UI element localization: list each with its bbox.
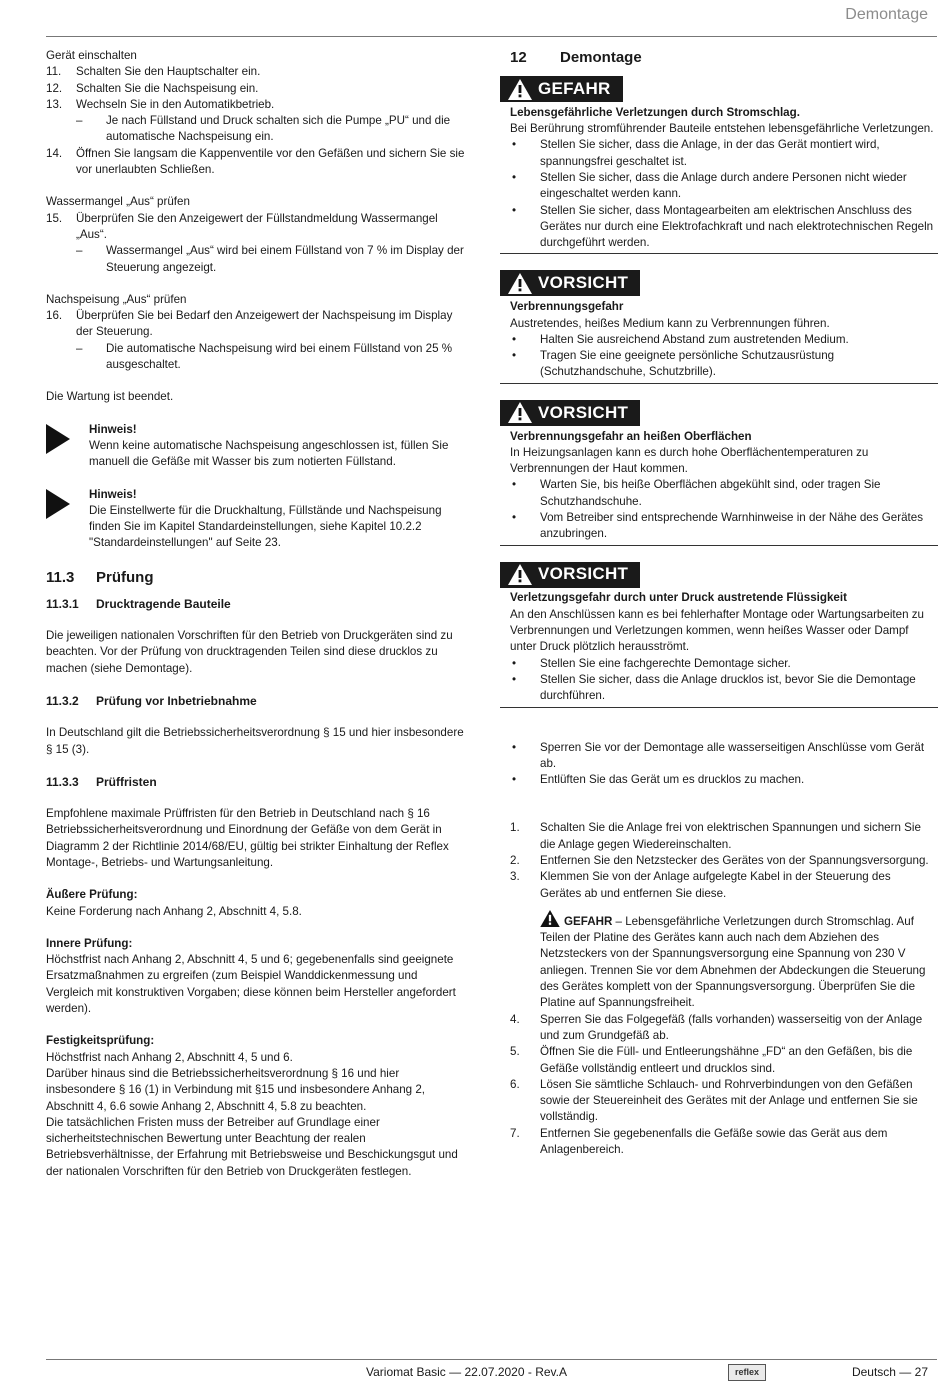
list-item: 7. Entfernen Sie gegebenenfalls die Gefäße sowie das Gerät aus dem Anlagenbereich. <box>510 1126 888 1157</box>
test-title: Innere Prüfung: <box>46 936 133 950</box>
warning-title: Verbrennungsgefahr an heißen Oberflächen <box>510 429 752 443</box>
list-item: 5. Öffnen Sie die Füll- und Entleerungshähne „FD“ an den Gefäßen, bis die Gefäße vollständig entleert und drucklos sind. <box>510 1045 913 1075</box>
warning-text: In Heizungsanlagen kann es durch hohe Oberflächentemperaturen zu Verbrennungen der Haut kommen. <box>510 445 869 476</box>
paragraph: Empfohlene maximale Prüffristen für den Betrieb in Deutschland nach § 16 Betriebssicherheitsverordnung und Einordnung der Gefäße von dem Gerät in Diagramm 2 der Richtlinie 2014/68/EU, gültig bei strikter Einhaltung der Reflex Montage-, Betriebs- und Wartungsanleitung. <box>46 807 449 869</box>
list-item: 14. Öffnen Sie langsam die Kappenventile vor den Gefäßen und sichern Sie sie vor unerlaubten Schließen. <box>46 146 465 177</box>
page-header-title: Demontage <box>845 6 928 23</box>
danger-badge: GEFAHR <box>500 76 623 102</box>
warning-triangle-icon <box>540 910 560 927</box>
intro-label: Gerät einschalten <box>46 49 137 62</box>
left-column <box>46 48 466 1180</box>
list-item: • Warten Sie, bis heiße Oberflächen abgekühlt sind, oder tragen Sie Schutzhandschuhe. <box>512 478 881 508</box>
list-item: 12. Schalten Sie die Nachspeisung ein. <box>46 81 259 95</box>
play-arrow-icon <box>46 487 89 552</box>
footer-divider <box>46 1359 937 1360</box>
section-heading: 11.3 Prüfung <box>46 568 154 586</box>
play-arrow-icon <box>46 422 89 471</box>
warning-text: Bei Berührung stromführender Bauteile entstehen lebensgefährliche Verletzungen. <box>510 122 934 136</box>
inline-danger-note: GEFAHR – Lebensgefährliche Verletzungen durch Stromschlag. Auf Teilen der Platine des Gerätes kann auch nach dem Abziehen des Netzsteckers von der Spannungsversorgung eine Spannung von 230 V anliegen. Trennen Sie vor dem Abnehmen der Abdeckungen die Steuerung des Gerätes komplett von der Spannungsversorgung. Überprüfen Sie die Platine auf Spannungsfreiheit. <box>510 910 935 1012</box>
paragraph: Höchstfrist nach Anhang 2, Abschnitt 4, 5 und 6; gegebenenfalls sind geeignete Ersatzmaßnahmen zu ergreifen (zum Beispiel Wanddickenmessung und Vergleich mit konstruktiven Vorgaben; diese können beim Hersteller angefordert werden). <box>46 953 456 1016</box>
reflex-logo: reflex <box>728 1364 766 1381</box>
sub-item: – Je nach Füllstand und Druck schalten sich die Pumpe „PU“ und die automatische Nachspeisung ein. <box>76 114 451 144</box>
danger-warning-box <box>500 76 938 254</box>
warning-triangle-icon <box>508 273 532 294</box>
warning-title: Verletzungsgefahr durch unter Druck austretende Flüssigkeit <box>510 591 847 605</box>
list-item: 16. Überprüfen Sie bei Bedarf den Anzeigewert der Nachspeisung im Display der Steuerung. <box>46 309 453 339</box>
test-title: Äußere Prüfung: <box>46 888 138 902</box>
paragraph: Keine Forderung nach Anhang 2, Abschnitt 4, 5.8. <box>46 904 302 918</box>
subsection-heading: 11.3.3 Prüffristen <box>46 774 157 789</box>
list-item: • Sperren Sie vor der Demontage alle wasserseitigen Anschlüsse vom Gerät ab. <box>512 740 925 770</box>
list-item: 6. Lösen Sie sämtliche Schlauch- und Rohrverbindungen von den Gefäßen sowie der Steuereinheit des Gerätes mit der Anlage und entfernen Sie sie vollständig. <box>510 1077 918 1124</box>
list-item: 1. Schalten Sie die Anlage frei von elektrischen Spannungen und sichern Sie die Anlage gegen Wiedereinschalten. <box>510 821 921 851</box>
check-label: Nachspeisung „Aus“ prüfen <box>46 292 187 306</box>
list-item: • Tragen Sie eine geeignete persönliche Schutzausrüstung (Schutzhandschuhe, Schutzbrille). <box>512 349 835 379</box>
subsection-heading: 11.3.1 Drucktragende Bauteile <box>46 596 231 611</box>
paragraph: In Deutschland gilt die Betriebssicherheitsverordnung § 15 und hier insbesondere § 15 (3). <box>46 726 464 756</box>
caution-badge: VORSICHT <box>500 400 640 426</box>
list-item: 3. Klemmen Sie von der Anlage aufgelegte Kabel in der Steuerung des Gerätes ab und entfernen Sie diese. <box>510 870 891 900</box>
list-item: 13. Wechseln Sie in den Automatikbetrieb. <box>46 97 275 111</box>
paragraph: Die tatsächlichen Fristen muss der Betreiber auf Grundlage einer sicherheitstechnischen Bewertung unter Beachtung der realen Betriebsverhältnisse, der Erfahrung mit Betriebsweise und Beschickungsgut und der nationalen Vorschriften für den Betrieb von Druckgeräten festlegen. <box>46 1115 458 1178</box>
warning-title: Verbrennungsgefahr <box>510 300 624 314</box>
list-item: 15. Überprüfen Sie den Anzeigewert der Füllstandmeldung Wassermangel „Aus“. <box>46 211 438 241</box>
list-item: • Stellen Sie sicher, dass Montagearbeiten am elektrischen Anschluss des Gerätes nur durch eine Elektrofachkraft und nach elektrotechnischen Regeln durchgeführt werden. <box>512 203 934 250</box>
check-label: Wassermangel „Aus“ prüfen <box>46 195 190 209</box>
warning-title: Lebensgefährliche Verletzungen durch Stromschlag. <box>510 105 800 119</box>
list-item: • Stellen Sie eine fachgerechte Demontage sicher. <box>512 656 791 670</box>
note-title: Hinweis! <box>89 487 137 501</box>
caution-badge: VORSICHT <box>500 270 640 296</box>
list-item: 2. Entfernen Sie den Netzstecker des Gerätes von der Spannungsversorgung. <box>510 853 929 867</box>
note-box <box>46 487 466 552</box>
subsection-heading: 11.3.2 Prüfung vor Inbetriebnahme <box>46 693 257 708</box>
test-title: Festigkeitsprüfung: <box>46 1034 155 1048</box>
right-column <box>510 48 935 1158</box>
warning-triangle-icon <box>508 564 532 585</box>
note-title: Hinweis! <box>89 422 137 436</box>
footer-document-info: Variomat Basic — 22.07.2020 - Rev.A <box>366 1365 567 1379</box>
warning-text: An den Anschlüssen kann es bei fehlerhafter Montage oder Wartungsarbeiten zu Verbrennungen und Verletzungen kommen, wenn heißes Wasser oder Dampf unter Druck plötzlich herausströmt. <box>510 607 924 654</box>
list-item: • Vom Betreiber sind entsprechende Warnhinweise in der Nähe des Gerätes anzubringen. <box>512 511 924 541</box>
note-box <box>46 422 466 471</box>
list-item: • Stellen Sie sicher, dass die Anlage, in der das Gerät montiert wird, spannungsfrei geschaltet ist. <box>512 138 880 168</box>
list-item: • Entlüften Sie das Gerät um es drucklos zu machen. <box>512 773 805 787</box>
sub-item: – Wassermangel „Aus“ wird bei einem Füllstand von 7 % im Display der Steuerung angezeigt. <box>76 244 464 274</box>
list-item: • Halten Sie ausreichend Abstand zum austretenden Medium. <box>512 332 849 346</box>
caution-warning-box <box>500 270 938 383</box>
paragraph: Darüber hinaus sind die Betriebssicherheitsverordnung § 16 und hier insbesondere § 16 (1) in Verbindung mit §15 und insbesondere Anhang 2, Abschnitt 4, 6.6 sowie Anhang 2, Abschnitt 4, 5.8 zu beachten. <box>46 1066 426 1113</box>
list-item: • Stellen Sie sicher, dass die Anlage durch andere Personen nicht wieder eingeschaltet werden kann. <box>512 170 907 201</box>
paragraph: Die jeweiligen nationalen Vorschriften für den Betrieb von Druckgeräten sind zu beachten. Vor der Prüfung von drucktragenden Teilen sind diese drucklos zu machen (siehe Demontage). <box>46 629 453 675</box>
caution-badge: VORSICHT <box>500 562 640 588</box>
note-text: Die Einstellwerte für die Druckhaltung, Füllstände und Nachspeisung finden Sie im Kapitel Standardeinstellungen, siehe Kapitel 10.2.2 "Standardeinstellungen" auf Seite 23. <box>89 503 442 550</box>
section-heading: 12 Demontage <box>510 49 642 66</box>
note-text: Wenn keine automatische Nachspeisung angeschlossen ist, füllen Sie manuell die Gefäße mit Wasser bis zum notierten Füllstand. <box>89 438 449 469</box>
sub-item: – Die automatische Nachspeisung wird bei einem Füllstand von 25 % ausgeschaltet. <box>76 341 453 372</box>
warning-text: Austretendes, heißes Medium kann zu Verbrennungen führen. <box>510 316 830 330</box>
warning-triangle-icon <box>508 79 532 100</box>
caution-warning-box <box>500 562 938 708</box>
footer-page-number: Deutsch — 27 <box>851 1365 928 1379</box>
list-item: • Stellen Sie sicher, dass die Anlage drucklos ist, bevor Sie die Demontage durchführen. <box>512 672 916 703</box>
done-text: Die Wartung ist beendet. <box>46 390 174 404</box>
warning-triangle-icon <box>508 402 532 423</box>
caution-warning-box <box>500 400 938 546</box>
list-item: 11. Schalten Sie den Hauptschalter ein. <box>46 65 261 79</box>
header-divider <box>46 36 937 37</box>
list-item: 4. Sperren Sie das Folgegefäß (falls vorhanden) wasserseitig von der Anlage und zum Grundgefäß ab. <box>510 1012 923 1042</box>
paragraph: Höchstfrist nach Anhang 2, Abschnitt 4, 5 und 6. <box>46 1050 293 1064</box>
